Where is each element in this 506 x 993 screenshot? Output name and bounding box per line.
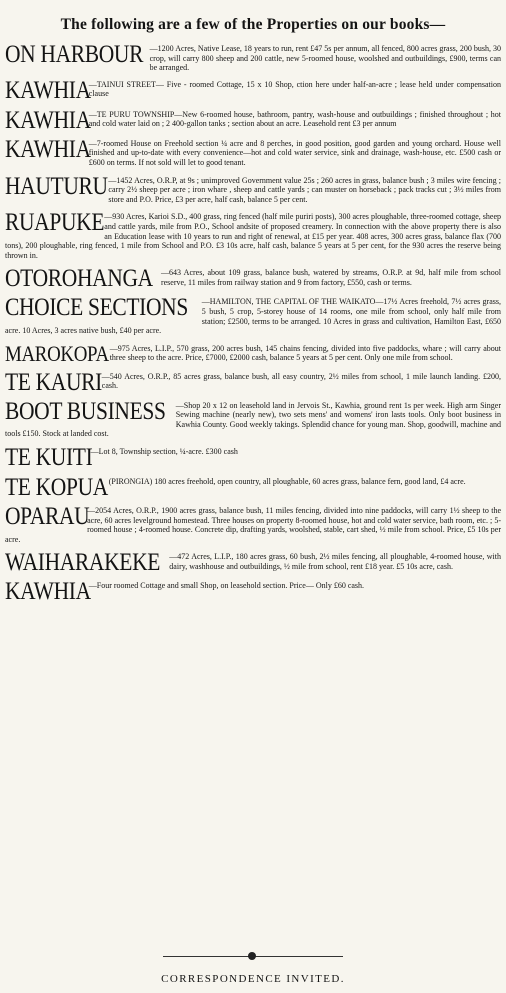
listing-kawhia-te-puru	[5, 110, 501, 131]
listing-marokopa	[5, 344, 501, 364]
listing-name: KAWHIA	[5, 79, 91, 101]
listing-te-kopua	[5, 477, 501, 498]
listing-te-kuiti	[5, 447, 501, 468]
listing-text: —1452 Acres, O.R.P, at 9s ; unimproved Government value 25s ; 260 acres in grass, balance bush ; 3 miles wire fencing ; carry 2½ sheep per acre ; iron whare , sheep and cattle yards ; can muster on horseback ; pack tracks cut ; 3½ miles from store and P.O. Price, £3 per acre, half cash, balance 5 per cent.	[108, 175, 501, 204]
listing-boot-business	[5, 401, 501, 439]
listing-text: —540 Acres, O.R.P., 85 acres grass, balance bush, all easy country, 2½ miles from school, 1 mile launch landing. £200, cash.	[101, 371, 501, 391]
listing-kawhia-freehold-house	[5, 139, 501, 168]
listing-name: BOOT BUSINESS	[5, 400, 166, 425]
divider-ornament	[248, 952, 256, 960]
page-heading: The following are a few of the Properties on our books—	[60, 16, 446, 33]
listing-text: —Four roomed Cottage and small Shop, on leasehold section. Price— Only £60 cash.	[88, 581, 365, 591]
listing-name: MAROKOPA	[5, 343, 109, 364]
listing-otorohanga	[5, 268, 501, 289]
listing-oparau	[5, 506, 501, 544]
listing-text: —975 Acres, L.I.P., 570 grass, 200 acres bush, 145 chains fencing, divided into five paddocks, whare ; will carry about three sheep to the acre. Price, £7000, £2000 cash, balance 5 years at 5 per cent. Only one mile from school.	[109, 343, 501, 363]
listing-name: TE KUITI	[5, 447, 93, 469]
listing-name: KAWHIA	[5, 109, 91, 131]
listing-name: WAIHARAKEKE	[5, 552, 161, 574]
listing-text: —Shop 20 x 12 on leasehold land in Jervois St., Kawhia, ground rent 1s per week. High arm Singer Sewing machine (nearly new), two sets mens' and womens' iron lasts tools. Only boot business in Kawhia County. Good weekly takings. Splendid chance for young man. Shop, goodwill, machine and tools £150. Stock at landed cost.	[5, 400, 501, 439]
listing-on-harbour	[5, 44, 501, 73]
listing-choice-sections	[5, 297, 501, 335]
listing-ruapuke	[5, 212, 501, 260]
listing-name: OPARAU	[5, 506, 90, 531]
listing-text: —HAMILTON, THE CAPITAL OF THE WAIKATO—17½ Acres freehold, 7½ acres grass, 5 bush, 5 crop, 5-storey house of 14 rooms, one mile from school, only half mile from station; £2500, terms to be arranged. 10 Acres in grass and cultivation, Hamilton East, £650 acre. 10 Acres, 3 acres native bush, £40 per acre.	[5, 297, 501, 336]
listing-hauturu	[5, 176, 501, 205]
listing-te-kauri	[5, 372, 501, 393]
listing-text: —643 Acres, about 109 grass, balance bush, watered by streams, O.R.P. at 9d, half mile from school reserve, 11 miles from railway station and 9 from factory, £550, cash or terms.	[160, 268, 501, 287]
listing-name: KAWHIA	[5, 581, 91, 603]
listing-text: —TAINUI STREET— Five - roomed Cottage, 15 x 10 Shop, ction here under half-an-acre ; lease held under compensation clause	[88, 79, 501, 99]
listing-waiharakeke	[5, 552, 501, 573]
listing-name: OTOROHANGA	[5, 268, 153, 290]
listing-text: —930 Acres, Karioi S.D., 400 grass, ring fenced (half mile puriri posts), 300 acres ploughable, three-roomed cottage, sheep and cattle yards, mile from P.O., School andsite of proposed creamery. In connection with the above property there is also an Education lease with 10 years to run and right of renewal, at £15 per year. 408 acres, 300 acres grass, balance flax (700 tons), 200 ploughable, ring fenced, 1 mile from School and P.O. £3 10s acre, half cash, balance 5 years at 5 per cent, for the 930 acres the reserve being thrown in.	[5, 212, 501, 260]
listing-text: —TE PURU TOWNSHIP—New 6-roomed house, bathroom, pantry, wash-house and outbuildings ; finished throughout ; hot and cold water laid on ; 2 400-gallon tanks ; section about an acre. Leasehold rent £3 per annum	[88, 109, 501, 129]
listing-name: RUAPUKE	[5, 212, 105, 237]
listing-text: —7-roomed House on Freehold section ¼ acre and 8 perches, in good position, good garden and young orchard. House well finished and up-to-date with every convenience—hot and cold water service, sink and drainage, wash-house, etc. £500 cash or £600 on terms. If not sold will let to good tenant.	[88, 138, 501, 167]
listing-text: (PIRONGIA) 180 acres freehold, open country, all ploughable, 60 acres grass, balance fern, good land, £4 acre.	[108, 477, 466, 487]
listing-text: —1200 Acres, Native Lease, 18 years to run, rent £47 5s per annum, all fenced, 800 acres grass, 200 bush, 30 crop, will carry 800 sheep and 200 cattle, new 5-roomed house, woolshed and outbuildings, £900, terms can be arranged.	[149, 44, 501, 73]
footer-text: CORRESPONDENCE INVITED.	[161, 973, 345, 985]
listing-kawhia-tainui-street	[5, 80, 501, 101]
listing-name: TE KOPUA	[5, 477, 108, 499]
listing-name: TE KAURI	[5, 371, 102, 393]
listing-text: —2054 Acres, O.R.P., 1900 acres grass, balance bush, 11 miles fencing, divided into nine paddocks, will carry 1½ sheep to the acre, 60 acres levelground homestead. Three houses on property 8-roomed house, hot and cold water service, bath room, etc. ; 5-roomed house ; 4-roomed house. Concrete dip, drafting yards, woolshed, stable, cart shed, ½ mile from school. Price, £5 10s per acre.	[5, 506, 501, 544]
listing-name: CHOICE SECTIONS	[5, 297, 188, 322]
listing-name: KAWHIA	[5, 138, 91, 163]
listing-name: ON HARBOUR	[5, 44, 144, 68]
listing-kawhia-cottage-shop	[5, 581, 501, 602]
listing-name: HAUTURU	[5, 175, 108, 200]
listing-text: —Lot 8, Township section, ¼-acre. £300 cash	[90, 447, 238, 457]
listing-text: —472 Acres, L.I.P., 180 acres grass, 60 bush, 2½ miles fencing, all ploughable, 4-roomed house, with dairy, washhouse and outbuildings, ½ mile from school, rent £18 year. £5 10s acre, cash.	[169, 552, 501, 572]
